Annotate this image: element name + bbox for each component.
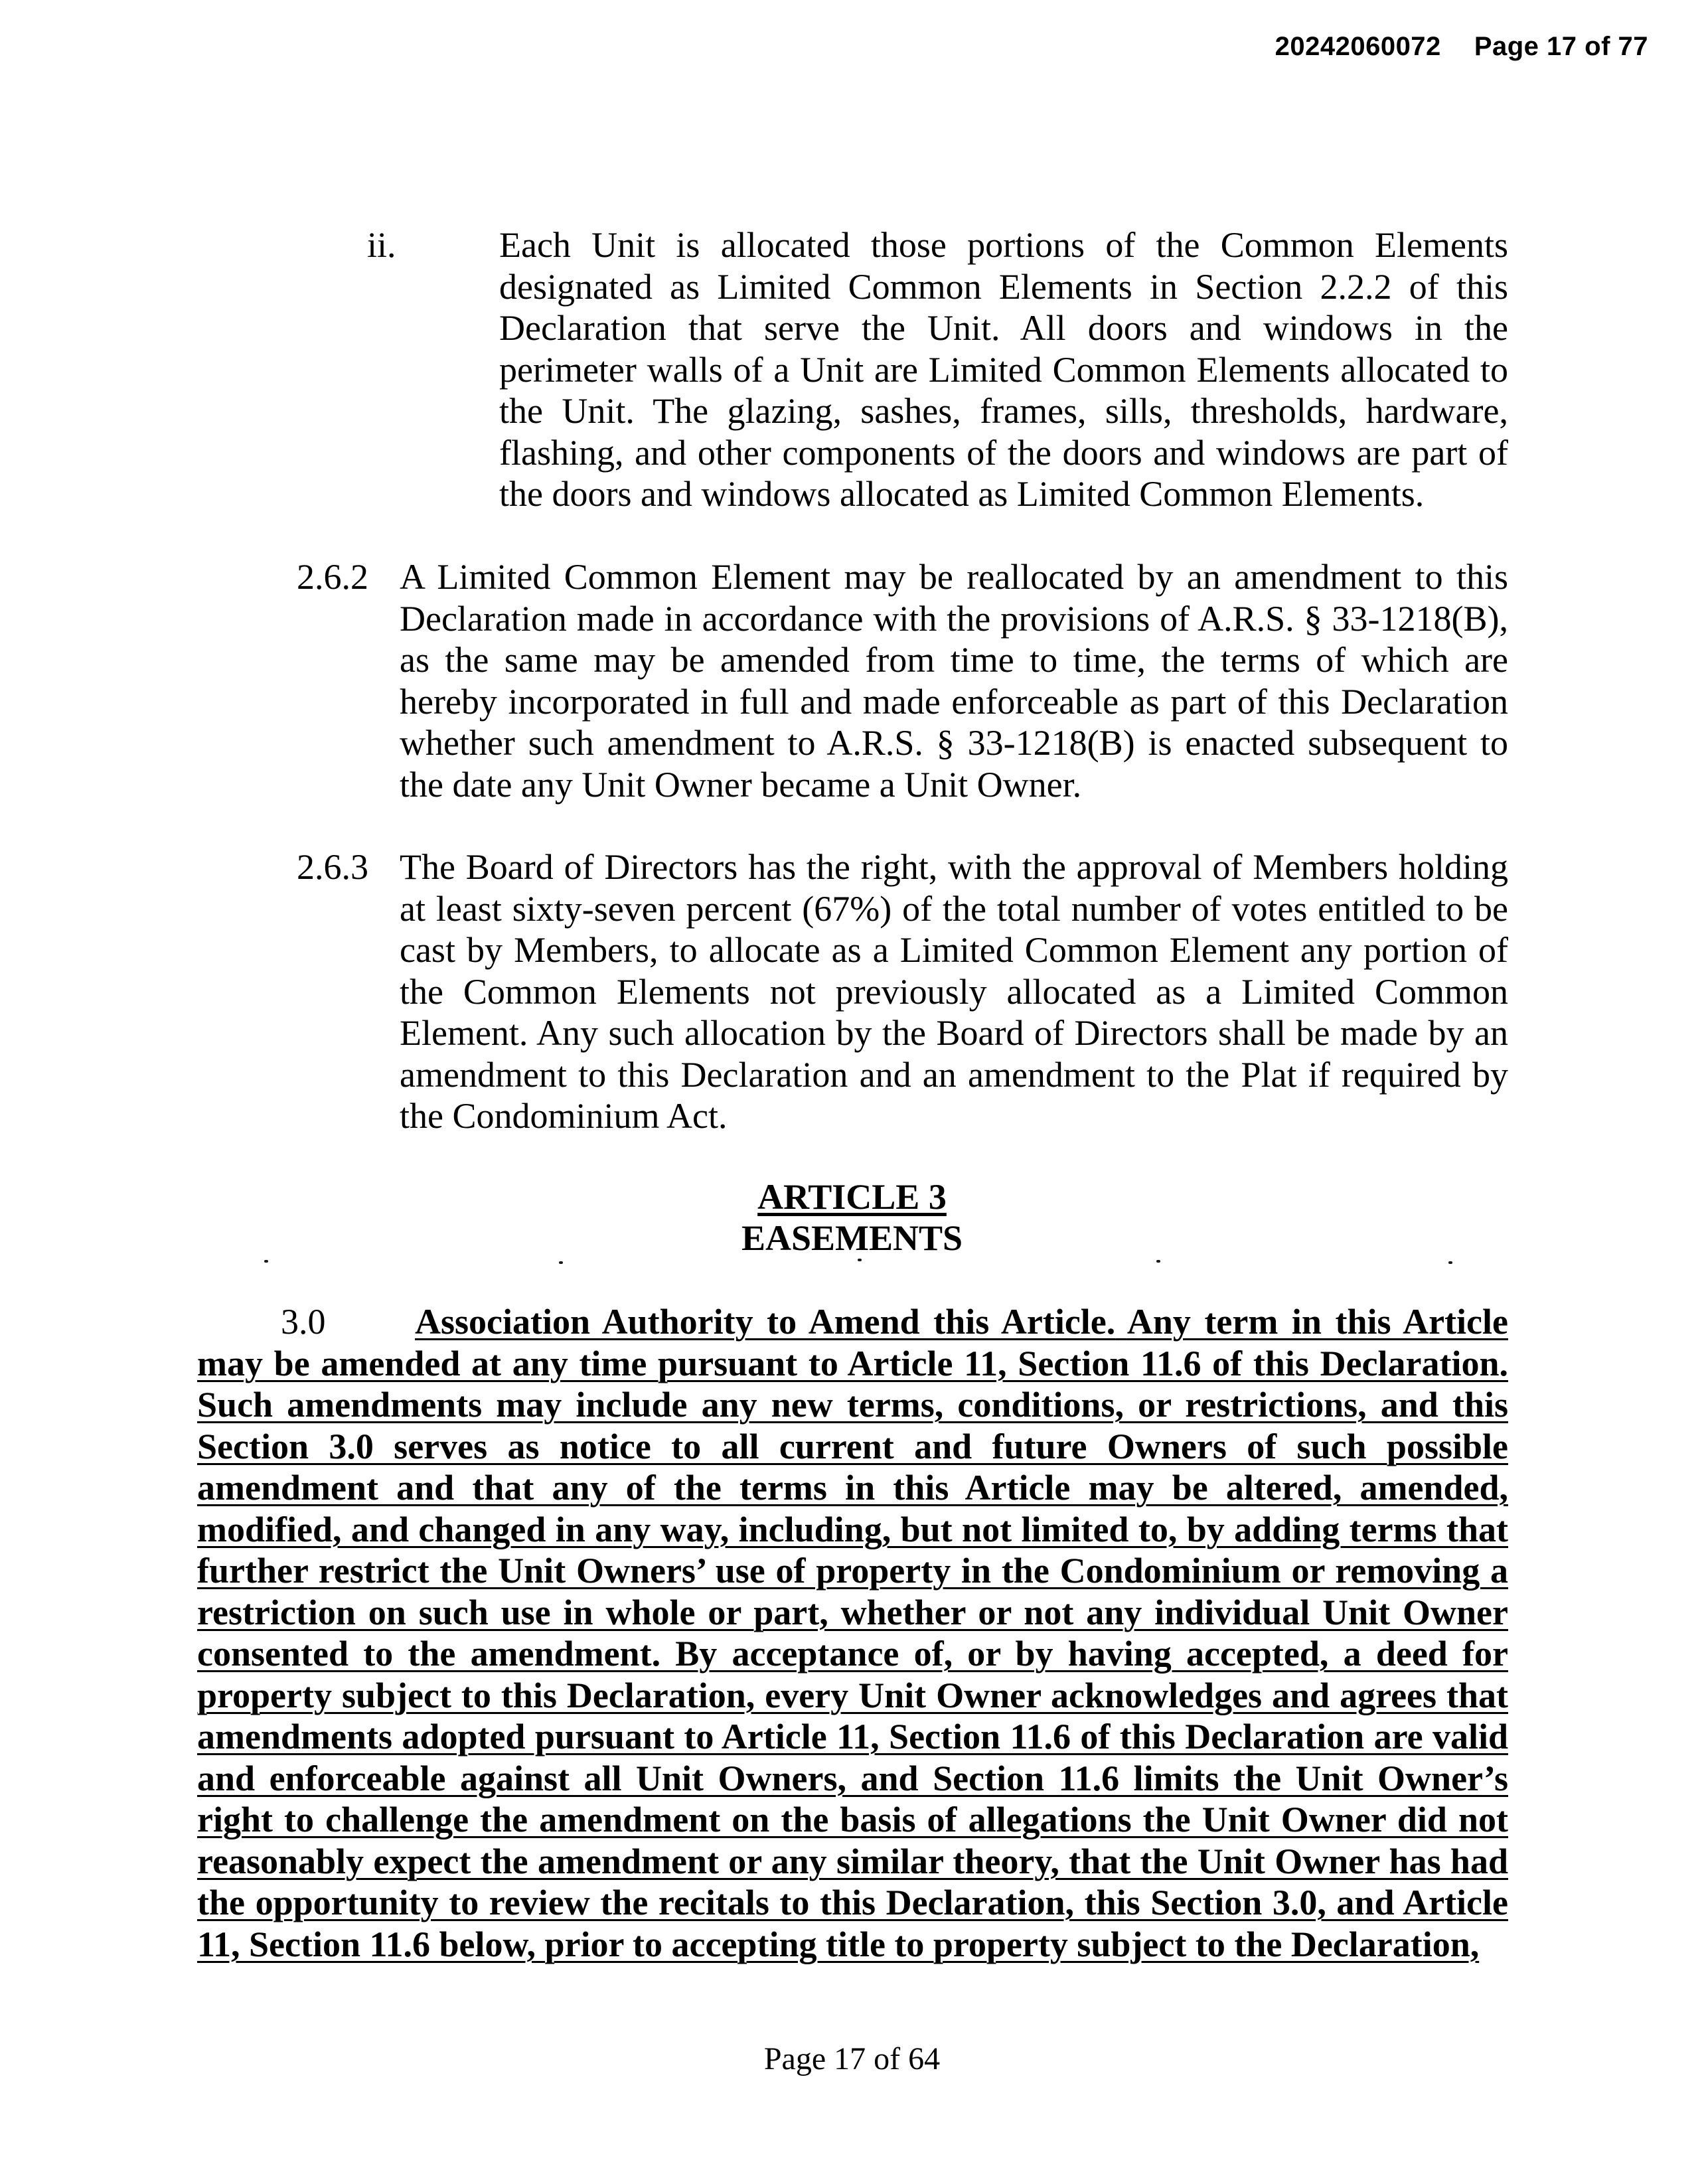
section-2-6-3-label: 2.6.3 — [297, 847, 368, 887]
page-indicator: Page 17 of 77 — [1474, 32, 1648, 61]
recording-header — [1275, 32, 1648, 62]
section-3-0-text: Any term in this Article may be amended at any time pursuant to Article 11, Section 11.6 of this Declaration. Such amendments may include any new terms, conditions, or restrictions, and this Section 3.0 serves as notice to all current and future Owners of such possible amendment and that any of the terms in this Article may be altered, amended, modified, and changed in any way, including, but not limited to, by adding terms that further restrict the Unit Owners’ use of property in the Condominium or removing a restriction on such use in whole or part, whether or not any individual Unit Owner consented to the amendment. By acceptance of, or by having accepted, a deed for property subject to this Declaration, every Unit Owner acknowledges and agrees that amendments adopted pursuant to Article 11, Section 11.6 of this Declaration are valid and enforceable against all Unit Owners, and Section 11.6 limits the Unit Owner’s right to challenge the amendment on the basis of allegations the Unit Owner did not reasonably expect the amendment or any similar theory, that the Unit Owner has had the opportunity to review the recitals to this Declaration, this Section 3.0, and Article 11, Section 11.6 below, prior to accepting title to property subject to the Declaration, — [197, 1302, 1508, 1964]
item-ii-text: Each Unit is allocated those portions of the Common Elements designated as Limited Common Elements in Section 2.2.2 of this Declaration that serve the Unit. All doors and windows in the perimeter walls of a Unit are Limited Common Elements allocated to the Unit. The glazing, sashes, frames, sills, thresholds, hardware, flashing, and other components of the doors and windows are part of the doors and windows allocated as Limited Common Elements. — [499, 225, 1508, 514]
document-number: 20242060072 — [1275, 32, 1441, 61]
scan-speck — [264, 1260, 268, 1263]
item-ii-label: ii. — [367, 225, 396, 265]
section-3-0-heading: Association Authority to Amend this Article. — [415, 1302, 1116, 1342]
item-ii-paragraph — [499, 224, 1508, 515]
section-3-0-label: 3.0 — [281, 1302, 326, 1342]
section-2-6-2-text: A Limited Common Element may be reallocated by an amendment to this Declaration made in accordance with the provisions of A.R.S. § 33-1218(B), as the same may be amended from time to time, the terms of which are hereby incorporated in full and made enforceable as part of this Declaration whether such amendment to A.R.S. § 33-1218(B) is enacted subsequent to the date any Unit Owner became a Unit Owner. — [400, 557, 1508, 805]
section-2-6-2-paragraph — [400, 556, 1508, 805]
article-heading — [0, 1176, 1704, 1259]
scan-speck — [1448, 1261, 1452, 1264]
section-3-0-paragraph — [197, 1301, 1508, 1965]
page-footer: Page 17 of 64 — [763, 2041, 941, 2076]
article-number: ARTICLE 3 — [757, 1177, 947, 1217]
scan-speck — [858, 1259, 862, 1261]
section-2-6-3-paragraph — [400, 846, 1508, 1137]
scan-speck — [1156, 1260, 1160, 1263]
scan-speck — [559, 1261, 563, 1264]
section-2-6-3-text: The Board of Directors has the right, with the approval of Members holding at least sixty-seven percent (67%) of the total number of votes entitled to be cast by Members, to allocate as a Limited Common Element any portion of the Common Elements not previously allocated as a Limited Common Element. Any such allocation by the Board of Directors shall be made by an amendment to this Declaration and an amendment to the Plat if required by the Condominium Act. — [400, 847, 1508, 1136]
article-title: EASEMENTS — [741, 1218, 963, 1258]
section-2-6-2-label: 2.6.2 — [297, 557, 368, 597]
